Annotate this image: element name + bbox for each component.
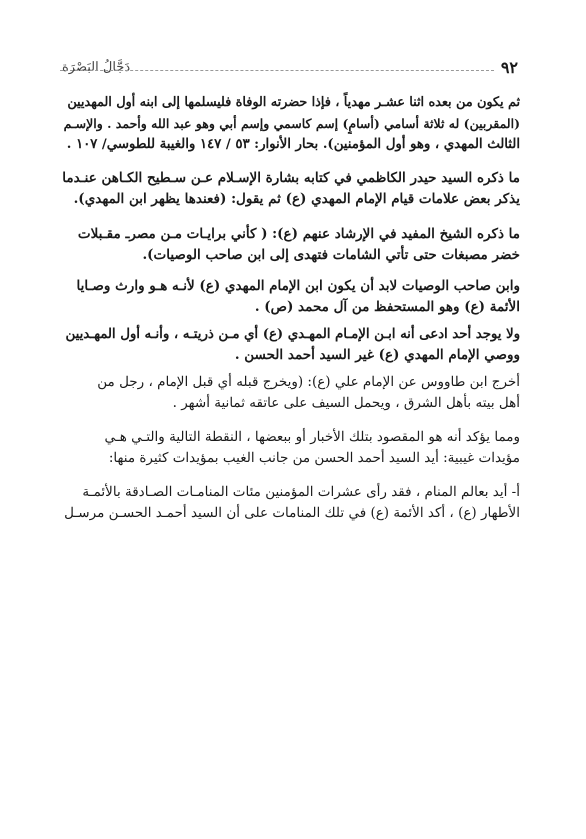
text-line: أخرج ابن طاووس عن الإمام علي (ع): (ويخرج قبله أي قبل الإمام ، رجل من [97,374,520,390]
document-body [60,92,520,534]
paragraph [60,427,520,469]
paragraph [60,372,520,414]
text-line: (المقربين) له ثلاثة أسامي (أسامٍ) إسم كاسمي وإسم أبي وهو عبد الله وأحمد . والإسـم [63,116,520,131]
paragraph [60,324,520,366]
paragraph [60,276,520,318]
text-line: خضر مصبغات حتى تأتي الشامات فتهدى إلى ابن صاحب الوصيات). [142,247,520,263]
text-line: أ- أُيد بعالم المنام ، فقد رأى عشرات المؤمنين مئات المنامـات الصـادقة بالأئمـة [82,484,520,500]
paragraph [60,482,520,524]
text-line: مؤيدات غيبية: أُيد السيد أحمد الحسن من جانب الغيب بمؤيدات كثيرة منها: [108,450,520,466]
paragraph [60,168,520,210]
text-line: أهل بيته بأهل الشرق ، ويحمل السيف على عاتقه ثمانية أشهر . [172,395,520,411]
text-line: ووصي الإمام المهدي (ع) غير السيد أحمد الحسن . [234,347,520,363]
text-line: ولا يوجد أحد ادعى أنه ابـن الإمـام المهـدي (ع) أي مـن ذريتـه ، وأنـه أول المهـديين [65,327,520,342]
paragraph [60,92,520,155]
text-line: وابن صاحب الوصيات لابد أن يكون ابن الإمام المهدي (ع) لأنـه هـو وارث وصـايا [76,278,520,294]
text-line: ما ذكره السيد حيدر الكاظمي في كتابه بشارة الإسـلام عـن سـطيح الكـاهن عنـدما [62,170,520,186]
running-title: دَجَّالُ البَصْرَة [62,60,131,75]
text-line: يذكر بعض علامات قيام الإمام المهدي (ع) ثم يقول: (فعندها يظهر ابن المهدي). [73,191,520,207]
text-line: الأطهار (ع) ، أكد الأئمة (ع) في تلك المنامات على أن السيد أحمـد الحسـن مرسـل [64,505,520,521]
text-line: ومما يؤكد أنه هو المقصود بتلك الأخبار أو ببعضها ، النقطة التالية والتـي هـي [104,429,520,445]
text-line: الأئمة (ع) وهو المستحفظ من آل محمد (ص) . [254,299,520,315]
paragraph [60,224,520,266]
text-line: ثم يكون من بعده اثنا عشـر مهدياً ، فإذا حضرته الوفاة فليسلمها إلى ابنه أول المهديين [67,95,520,110]
text-line: ما ذكره الشيخ المفيد في الإرشاد عنهم (ع): ( كأني برايـات مـن مصرـ مقـبلات [77,226,520,242]
header-divider [60,70,494,71]
text-line: الثالث المهدي ، وهو أول المؤمنين). بحار الأنوار: ٥٣ / ١٤٧ والغيبة للطوسي/ ١٠٧ . [66,137,520,152]
page-number: ٩٢ [500,58,518,77]
